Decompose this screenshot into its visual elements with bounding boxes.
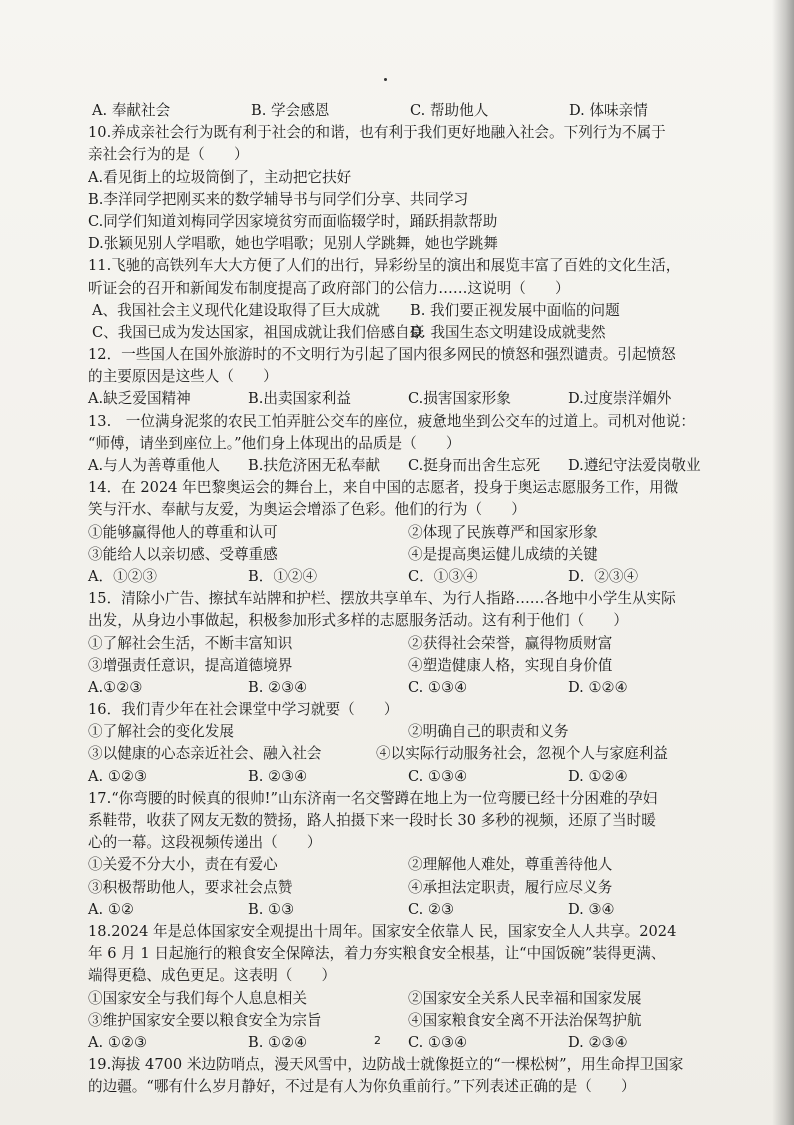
- q15-item-1: ①了解社会生活，不断丰富知识: [88, 634, 293, 652]
- q18-items-row-1: [88, 988, 728, 1010]
- q14-item-4: ④是提高奥运健儿成绩的关键: [408, 545, 598, 563]
- q16-items-row-2: [88, 743, 728, 765]
- page-mark: [384, 78, 387, 81]
- q14-option-b: B．①②④: [248, 567, 318, 585]
- q16-item-4: ④以实际行动服务社会，忽视个人与家庭利益: [376, 745, 668, 763]
- q17-options: [88, 899, 728, 921]
- q18-item-1: ①国家安全与我们每个人息息相关: [88, 989, 307, 1007]
- q16-items-row-1: [88, 721, 728, 743]
- q18-option-c: C. ①③④: [408, 1033, 468, 1051]
- q14-item-3: ③能给人以亲切感、受尊重感: [88, 545, 278, 563]
- q17-option-d: D. ③④: [568, 900, 615, 918]
- q11-options-row-1: [88, 300, 728, 322]
- q16-item-2: ②明确自己的职责和义务: [408, 723, 569, 741]
- q12-stem-1: 12．一些国人在国外旅游时的不文明行为引起了国内很多网民的愤怒和强烈谴责。引起愤怒: [88, 346, 676, 364]
- q18-option-b: B. ①②④: [248, 1033, 308, 1051]
- q15-item-4: ④塑造健康人格，实现自身价值: [408, 656, 613, 674]
- q17-option-c: C. ②③: [408, 900, 455, 918]
- q10-option-a: A.看见街上的垃圾筒倒了，主动把它扶好: [88, 168, 352, 186]
- q9-option-d: D. 体味亲情: [569, 102, 648, 119]
- q18-option-d: D. ②③④: [568, 1033, 628, 1051]
- q11-option-a: A、我国社会主义现代化建设取得了巨大成就: [92, 301, 380, 319]
- q13-options: [88, 455, 728, 477]
- q18-item-4: ④国家粮食安全离不开法治保驾护航: [408, 1011, 642, 1029]
- q16-option-a: A. ①②③: [88, 767, 148, 785]
- q16-option-b: B. ②③④: [248, 767, 308, 785]
- q17-item-4: ④承担法定职责，履行应尽义务: [408, 878, 613, 896]
- q10-stem-1: 10.养成亲社会行为既有利于社会的和谐，也有利于我们更好地融入社会。下列行为不属于: [88, 124, 666, 142]
- q15-items-row-2: [88, 655, 728, 677]
- q12-option-a: A.缺乏爱国精神: [88, 390, 191, 408]
- q12-option-d: D.过度崇洋媚外: [568, 390, 672, 408]
- q19-stem-1: 19.海拔 4700 米边防哨点，漫天风雪中，边防战士就像挺立的“一棵松树”，用生命捍卫国家: [88, 1056, 684, 1074]
- q9-option-a: A. 奉献社会: [92, 102, 171, 119]
- q16-item-3: ③以健康的心态亲近社会、融入社会: [88, 745, 322, 763]
- q14-items-row-2: [88, 544, 728, 566]
- q11-option-b: B. 我们要正视发展中面临的问题: [410, 301, 620, 319]
- q13-stem-2: “师傅，请坐到座位上。”他们身上体现出的品质是（ ）: [88, 434, 461, 452]
- q17-option-a: A. ①②: [88, 900, 134, 918]
- q11-option-d: D. 我国生态文明建设成就斐然: [410, 323, 606, 341]
- q14-option-a: A．①②③: [88, 567, 157, 585]
- q19-stem-2: 的边疆。“哪有什么岁月静好，不过是有人为你负重前行。”下列表述正确的是（ ）: [88, 1078, 636, 1096]
- q10-option-d: D.张颖见别人学唱歌，她也学唱歌；见别人学跳舞，她也学跳舞: [88, 235, 498, 253]
- q11-stem-2: 听证会的召开和新闻发布制度提高了政府部门的公信力……这说明（ ）: [88, 279, 570, 297]
- q17-item-3: ③积极帮助他人，要求社会点赞: [88, 878, 293, 896]
- q16-option-c: C. ①③④: [408, 767, 468, 785]
- q13-option-d: D.遵纪守法爱岗敬业: [568, 457, 701, 474]
- q11-options-row-2: [88, 322, 728, 344]
- q15-stem-1: 15．清除小广告、擦拭车站牌和护栏、摆放共享单车、为行人指路……各地中小学生从实际: [88, 590, 676, 608]
- q15-item-3: ③增强责任意识，提高道德境界: [88, 656, 293, 674]
- q17-option-b: B. ①③: [248, 900, 295, 918]
- q15-option-d: D. ①②④: [568, 678, 628, 696]
- q18-stem-3: 端得更稳、成色更足。这表明（ ）: [88, 967, 337, 985]
- q18-stem-1: 18.2024 年是总体国家安全观提出十周年。国家安全依靠人 民，国家安全人人共享。2024: [88, 922, 677, 940]
- q17-items-row-1: [88, 854, 728, 876]
- q16-options: [88, 766, 728, 788]
- q14-options: [88, 566, 728, 588]
- q17-stem-1: 17.“你弯腰的时候真的很帅!”山东济南一名交警蹲在地上为一位弯腰已经十分困难的孕妇: [88, 789, 658, 807]
- q9-option-b: B. 学会感恩: [251, 102, 330, 119]
- q10-stem-2: 亲社会行为的是（ ）: [88, 146, 249, 164]
- q17-stem-2: 系鞋带，收获了网友无数的赞扬，路人拍摄下来一段时长 30 多秒的视频，还原了当时暖: [88, 812, 656, 829]
- q17-item-2: ②理解他人难处，尊重善待他人: [408, 856, 613, 874]
- q18-items-row-2: [88, 1010, 728, 1032]
- q15-options: [88, 677, 728, 699]
- q14-stem-2: 笑与汗水、奉献与友爱，为奥运会增添了色彩。他们的行为（ ）: [88, 501, 526, 519]
- q10-option-c: C.同学们知道刘梅同学因家境贫穷而面临辍学时，踊跃捐款帮助: [88, 212, 498, 230]
- q9-options: [88, 100, 728, 122]
- q15-item-2: ②获得社会荣誉，赢得物质财富: [408, 634, 613, 652]
- q17-item-1: ①关爱不分大小，责在有爱心: [88, 856, 278, 874]
- q18-option-a: A. ①②③: [88, 1033, 148, 1051]
- page-edge-shadow: [772, 0, 794, 1125]
- q15-stem-2: 出发，从身边小事做起，积极参加形式多样的志愿服务活动。这有利于他们（ ）: [88, 612, 628, 630]
- q15-option-a: A.①②③: [88, 678, 143, 696]
- q13-option-b: B.扶危济困无私奉献: [248, 457, 381, 474]
- q10-option-b: B.李洋同学把刚买来的数学辅导书与同学们分享、共同学习: [88, 190, 469, 208]
- q18-item-3: ③维护国家安全要以粮食安全为宗旨: [88, 1011, 322, 1029]
- q14-items-row-1: [88, 522, 728, 544]
- q14-stem-1: 14．在 2024 年巴黎奥运会的舞台上，来自中国的志愿者，投身于奥运志愿服务工作，用微: [88, 479, 679, 497]
- q12-options: [88, 388, 728, 410]
- q17-stem-3: 心的一幕。这段视频传递出（ ）: [88, 834, 322, 852]
- q14-option-c: C．①③④: [408, 567, 478, 585]
- q12-option-b: B.出卖国家利益: [248, 390, 351, 408]
- q15-option-b: B. ②③④: [248, 678, 308, 696]
- q13-option-c: C.挺身而出舍生忘死: [408, 457, 541, 474]
- q15-option-c: C. ①③④: [408, 678, 468, 696]
- q14-item-1: ①能够赢得他人的尊重和认可: [88, 523, 278, 541]
- q16-stem-1: 16．我们青少年在社会课堂中学习就要（ ）: [88, 701, 399, 719]
- q18-options: [88, 1032, 728, 1054]
- q13-stem-1: 13. 一位满身泥浆的农民工怕弄脏公交车的座位，疲惫地坐到公交车的过道上。司机对他说：: [88, 412, 695, 430]
- q18-item-2: ②国家安全关系人民幸福和国家发展: [408, 989, 642, 1007]
- q11-stem-1: 11.飞驰的高铁列车大大方便了人们的出行，异彩纷呈的演出和展览丰富了百姓的文化生活，: [88, 257, 681, 275]
- exam-content: [88, 100, 728, 1098]
- q17-items-row-2: [88, 877, 728, 899]
- q13-option-a: A.与人为善尊重他人: [88, 457, 220, 474]
- q14-option-d: D．②③④: [568, 567, 639, 585]
- q12-stem-2: 的主要原因是这些人（ ）: [88, 368, 278, 386]
- q16-item-1: ①了解社会的变化发展: [88, 723, 234, 741]
- q18-stem-2: 年 6 月 1 日起施行的粮食安全保障法，着力夯实粮食安全根基，让“中国饭碗”装得更满、: [88, 945, 666, 963]
- q11-option-c: C、我国已成为发达国家，祖国成就让我们倍感自豪: [92, 323, 425, 341]
- q12-option-c: C.损害国家形象: [408, 390, 511, 408]
- page-number: 2: [374, 1034, 381, 1047]
- q14-item-2: ②体现了民族尊严和国家形象: [408, 523, 598, 541]
- q9-option-c: C. 帮助他人: [410, 102, 489, 119]
- q16-option-d: D. ①②④: [568, 767, 628, 785]
- q15-items-row-1: [88, 633, 728, 655]
